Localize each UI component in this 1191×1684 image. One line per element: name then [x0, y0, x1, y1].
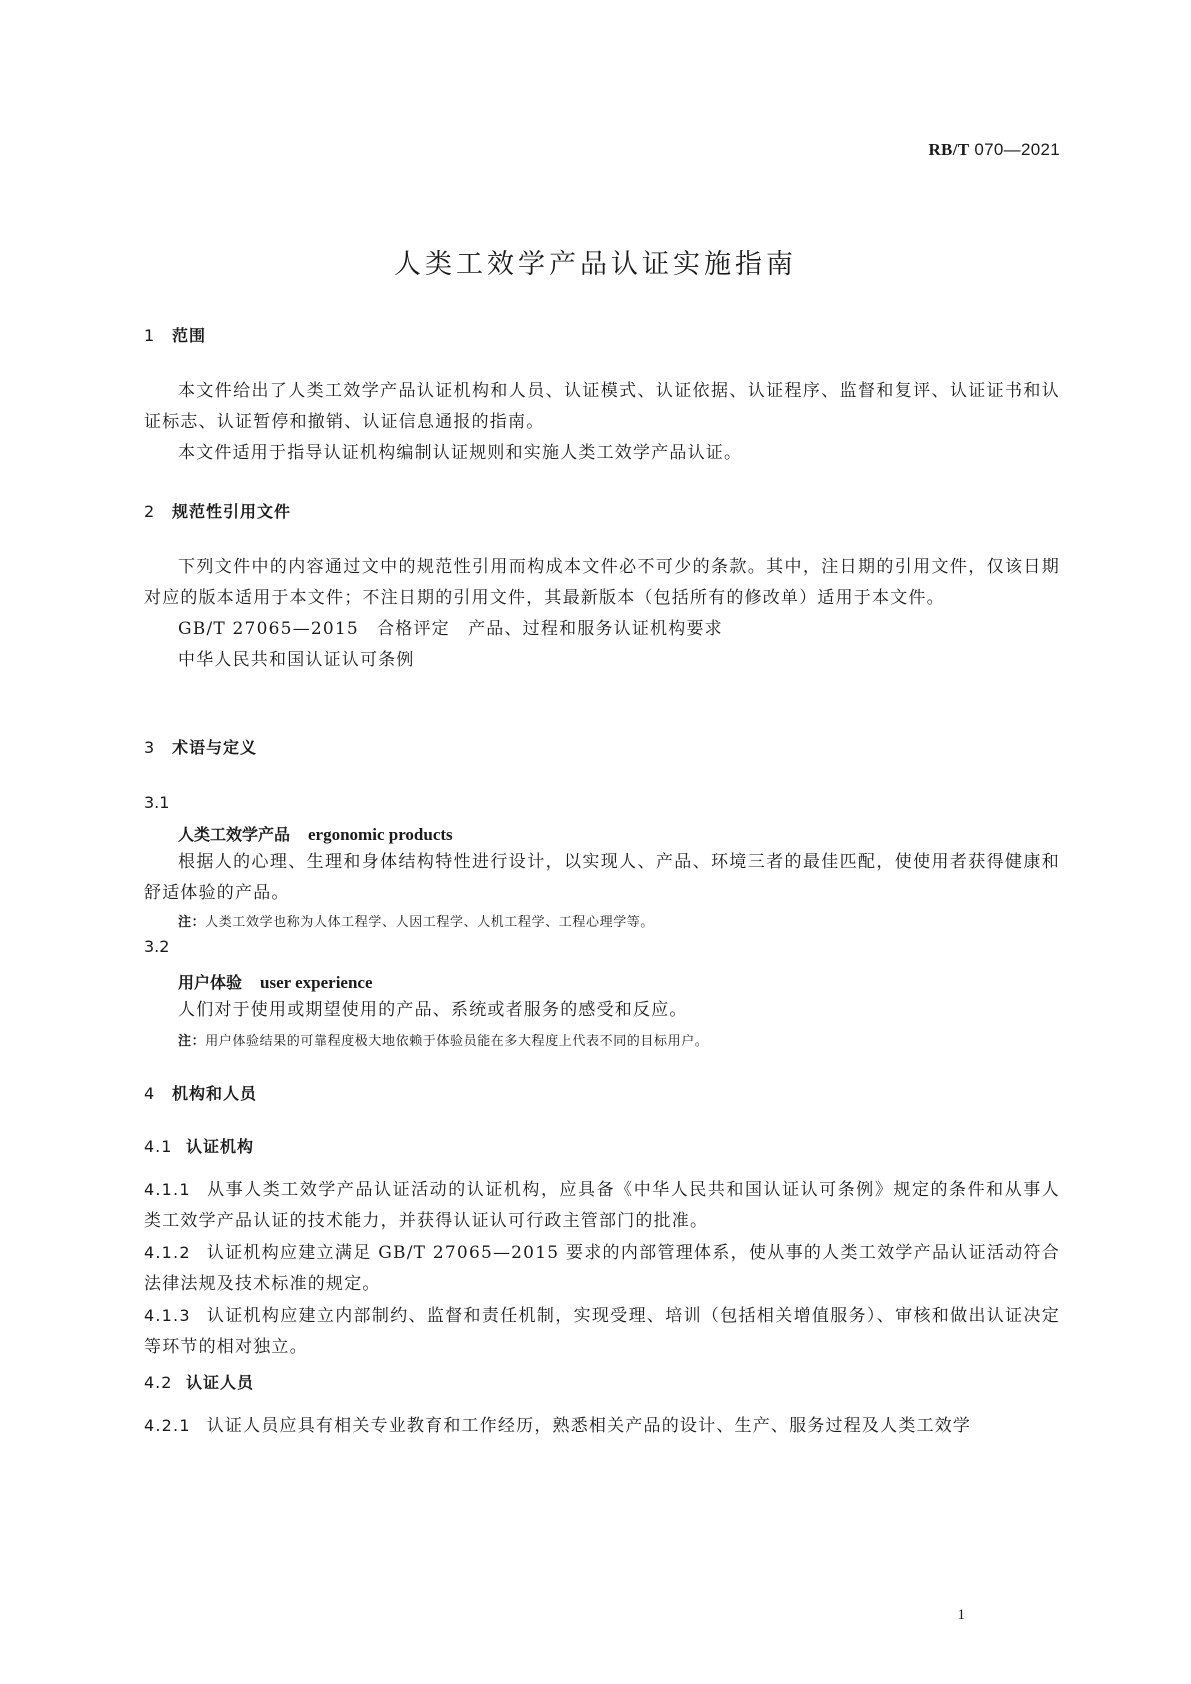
clause-4-1-1: 4.1.1 从事人类工效学产品认证活动的认证机构，应具备《中华人民共和国认证认可条例》规定的条件和从事人类工效学产品认证的技术能力，并获得认证认可行政主管部门的批准。 — [144, 1180, 1060, 1231]
section-2-heading: 2 规范性引用文件 — [144, 502, 292, 521]
term-3-1: 3.1 人类工效学产品 ergonomic products 根据人的心理、生理和身体结构特性进行设计，以实现人、产品、环境三者的最佳匹配，使使用者获得健康和舒适体验的产品。 注：人类工效学也称为人体工程学、人因工程学、人机工程学、工程心理学等。 — [144, 793, 1060, 930]
standard-code — [928, 140, 1060, 160]
term-note: 注：人类工效学也称为人体工程学、人因工程学、人机工程学、工程心理学等。 — [178, 915, 655, 930]
standard-prefix: RB/T — [928, 140, 970, 159]
section-2-body — [144, 552, 1060, 676]
section-3-heading: 3 术语与定义 — [144, 738, 258, 757]
paragraph: 本文件适用于指导认证机构编制认证规则和实施人类工效学产品认证。 — [178, 443, 743, 463]
clause-4-1-2: 4.1.2 认证机构应建立满足 GB/T 27065—2015 要求的内部管理体系，使从事的人类工效学产品认证活动符合法律法规及技术标准的规定。 — [144, 1243, 1060, 1294]
paragraph: 下列文件中的内容通过文中的规范性引用而构成本文件必不可少的条款。其中，注日期的引用文件，仅该日期对应的版本适用于本文件；不注日期的引用文件，其最新版本（包括所有的修改单）适用于本文件。 — [144, 557, 1060, 608]
section-4-heading: 4 机构和人员 — [144, 1084, 258, 1103]
document-title: 人类工效学产品认证实施指南 — [394, 249, 797, 280]
term-definition: 人们对于使用或期望使用的产品、系统或者服务的感受和反应。 — [178, 1000, 688, 1020]
term-zh: 人类工效学产品 — [178, 825, 291, 844]
reference-item: 中华人民共和国认证认可条例 — [178, 650, 415, 670]
term-en: user experience — [260, 973, 373, 992]
clause-4-1-3: 4.1.3 认证机构应建立内部制约、监督和责任机制，实现受理、培训（包括相关增值服务）、审核和做出认证决定等环节的相对独立。 — [144, 1306, 1060, 1357]
section-4-1-clauses — [144, 1174, 1060, 1363]
section-4-2-heading: 4.2 认证人员 — [144, 1373, 255, 1392]
section-4-2-clauses — [144, 1410, 1060, 1442]
term-definition: 根据人的心理、生理和身体结构特性进行设计，以实现人、产品、环境三者的最佳匹配，使使用者获得健康和舒适体验的产品。 — [144, 852, 1060, 903]
section-4-1-heading: 4.1 认证机构 — [144, 1137, 255, 1156]
paragraph: 本文件给出了人类工效学产品认证机构和人员、认证模式、认证依据、认证程序、监督和复评、认证证书和认证标志、认证暂停和撤销、认证信息通报的指南。 — [144, 381, 1060, 432]
page-number: 1 — [957, 1607, 965, 1623]
term-zh: 用户体验 — [178, 973, 243, 992]
section-1-heading: 1 范围 — [144, 326, 207, 345]
term-3-2: 3.2 用户体验 user experience 人们对于使用或期望使用的产品、系统或者服务的感受和反应。 注：用户体验结果的可靠程度极大地依赖于体验员能在多大程度上代表不同的目标用户。 — [144, 937, 1060, 1049]
section-1-body — [144, 376, 1060, 469]
term-note: 注：用户体验结果的可靠程度极大地依赖于体验员能在多大程度上代表不同的目标用户。 — [178, 1034, 709, 1049]
reference-item: GB/T 27065—2015 合格评定 产品、过程和服务认证机构要求 — [178, 619, 723, 639]
standard-number: 070—2021 — [974, 140, 1060, 159]
clause-4-2-1: 4.2.1 认证人员应具有相关专业教育和工作经历，熟悉相关产品的设计、生产、服务过程及人类工效学 — [144, 1416, 972, 1436]
term-en: ergonomic products — [308, 825, 453, 844]
